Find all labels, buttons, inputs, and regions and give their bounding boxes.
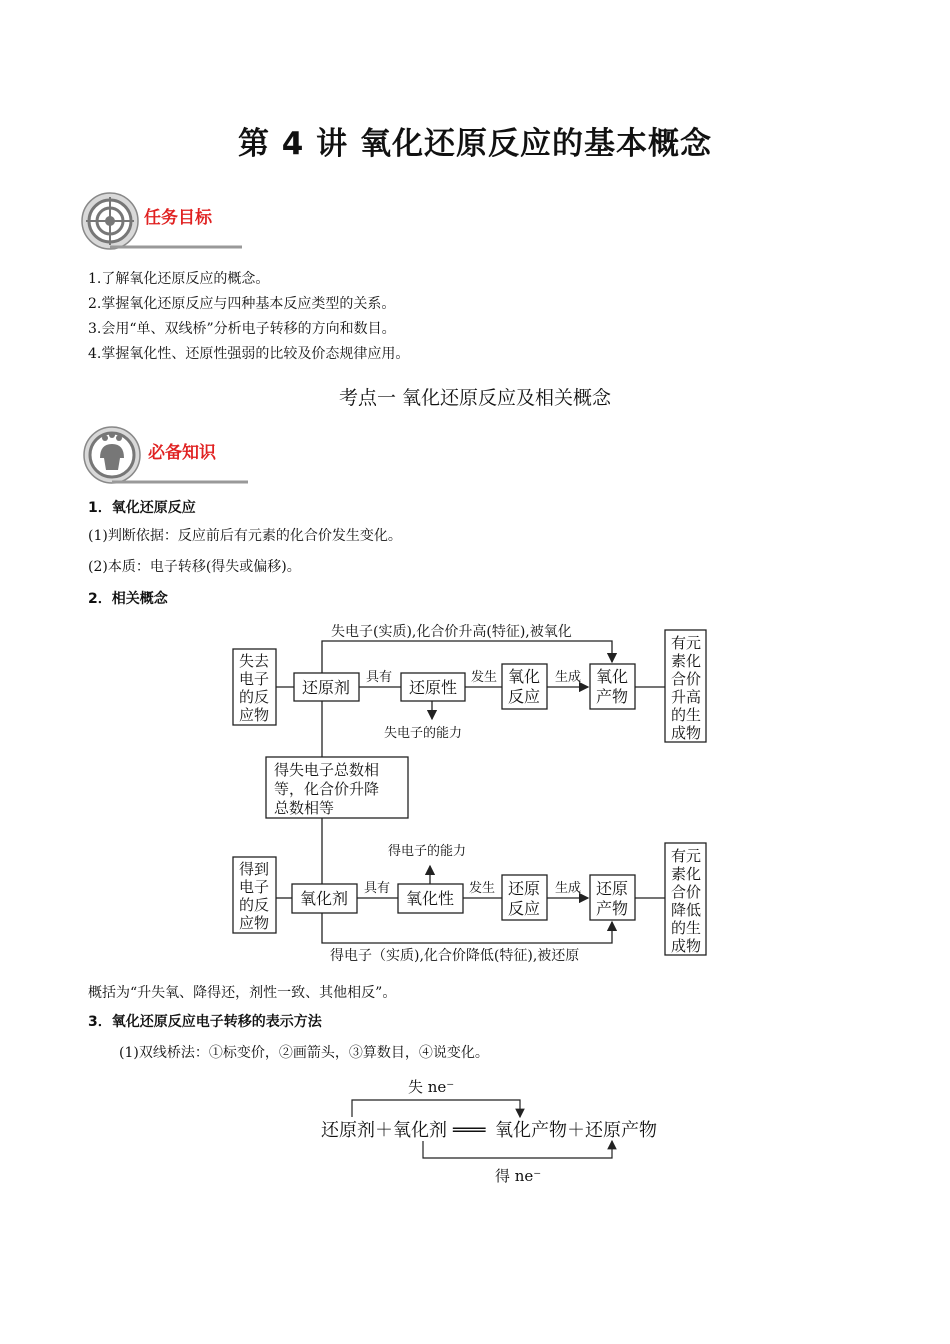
- bridge-bottom-label: 得 ne⁻: [495, 1167, 542, 1185]
- box-text: 应物: [238, 706, 270, 724]
- equation-right: 氧化产物＋还原产物: [495, 1120, 657, 1141]
- box-text: 反应: [507, 687, 541, 706]
- box-text: 有元: [670, 847, 702, 865]
- bottom-arrow-label: 得电子（实质),化合价降低(特征),被还原: [330, 948, 580, 964]
- box-text: 总数相等: [274, 799, 335, 817]
- box-text: 合价: [670, 883, 702, 901]
- gain-ability-text: 得电子的能力: [388, 844, 467, 859]
- goal-item: 1.了解氧化还原反应的概念。: [88, 271, 270, 287]
- box-text: 的反: [238, 688, 270, 706]
- reductant-text: 还原剂: [301, 678, 351, 697]
- box-text: 素化: [670, 865, 702, 883]
- box-text: 的生: [670, 919, 702, 937]
- box-text: 产物: [595, 687, 629, 706]
- subheading-3: 3．氧化还原反应电子转移的表示方法: [88, 1014, 322, 1030]
- box-text: 氧化: [595, 667, 629, 686]
- box-text: 得失电子总数相: [274, 761, 380, 779]
- box-text: 失去: [238, 652, 270, 670]
- box-text: 合价: [670, 670, 702, 688]
- has-text: 具有: [365, 670, 393, 685]
- subheading-2: 2．相关概念: [88, 591, 168, 607]
- goal-item: 2.掌握氧化还原反应与四种基本反应类型的关系。: [88, 296, 396, 312]
- box-text: 成物: [670, 724, 702, 742]
- produce-text: 生成: [554, 881, 582, 896]
- section-knowledge-label: 必备知识: [148, 443, 216, 463]
- box-text: 还原: [595, 879, 629, 898]
- subheading-1: 1．氧化还原反应: [88, 500, 196, 516]
- section-goals-label: 任务目标: [144, 208, 212, 228]
- box-text: 电子: [238, 670, 270, 688]
- box-text: 素化: [670, 652, 702, 670]
- equation-left: 还原剂＋氧化剂: [321, 1120, 447, 1141]
- box-text: 得到: [238, 860, 270, 878]
- paragraph: (2)本质：电子转移(得失或偏移)。: [88, 559, 301, 575]
- box-text: 电子: [238, 878, 270, 896]
- has-text: 具有: [363, 881, 391, 896]
- box-text: 有元: [670, 634, 702, 652]
- box-text: 还原: [507, 879, 541, 898]
- paragraph: (1)双线桥法：①标变价，②画箭头，③算数目，④说变化。: [119, 1045, 489, 1061]
- box-text: 降低: [670, 901, 702, 919]
- box-text: 升高: [670, 688, 702, 706]
- box-text: 应物: [238, 914, 270, 932]
- box-text: 的反: [238, 896, 270, 914]
- equation-equals: ═══: [453, 1120, 486, 1141]
- box-text: 反应: [507, 899, 541, 918]
- summary-text: 概括为“升失氧、降得还，剂性一致、其他相反”。: [88, 985, 397, 1001]
- box-text: 氧化: [507, 667, 541, 686]
- occur-text: 发生: [468, 881, 496, 896]
- top-arrow-label: 失电子(实质),化合价升高(特征),被氧化: [331, 624, 572, 640]
- oxidizability-text: 氧化性: [405, 889, 455, 908]
- box-text: 产物: [595, 899, 629, 918]
- occur-text: 发生: [470, 670, 498, 685]
- kaodian-heading: 考点一 氧化还原反应及相关概念: [338, 387, 612, 409]
- lose-ability-text: 失电子的能力: [384, 726, 463, 741]
- produce-text: 生成: [554, 670, 582, 685]
- page-title: 第 4 讲 氧化还原反应的基本概念: [238, 126, 712, 162]
- box-text: 等，化合价升降: [274, 780, 380, 798]
- box-text: 的生: [670, 706, 702, 724]
- reducibility-text: 还原性: [408, 678, 458, 697]
- bridge-top-label: 失 ne⁻: [408, 1078, 455, 1096]
- paragraph: (1)判断依据：反应前后有元素的化合价发生变化。: [88, 528, 402, 544]
- box-text: 成物: [670, 937, 702, 955]
- goal-item: 4.掌握氧化性、还原性强弱的比较及价态规律应用。: [88, 346, 410, 362]
- goal-item: 3.会用“单、双线桥”分析电子转移的方向和数目。: [88, 321, 396, 337]
- oxidant-text: 氧化剂: [299, 889, 349, 908]
